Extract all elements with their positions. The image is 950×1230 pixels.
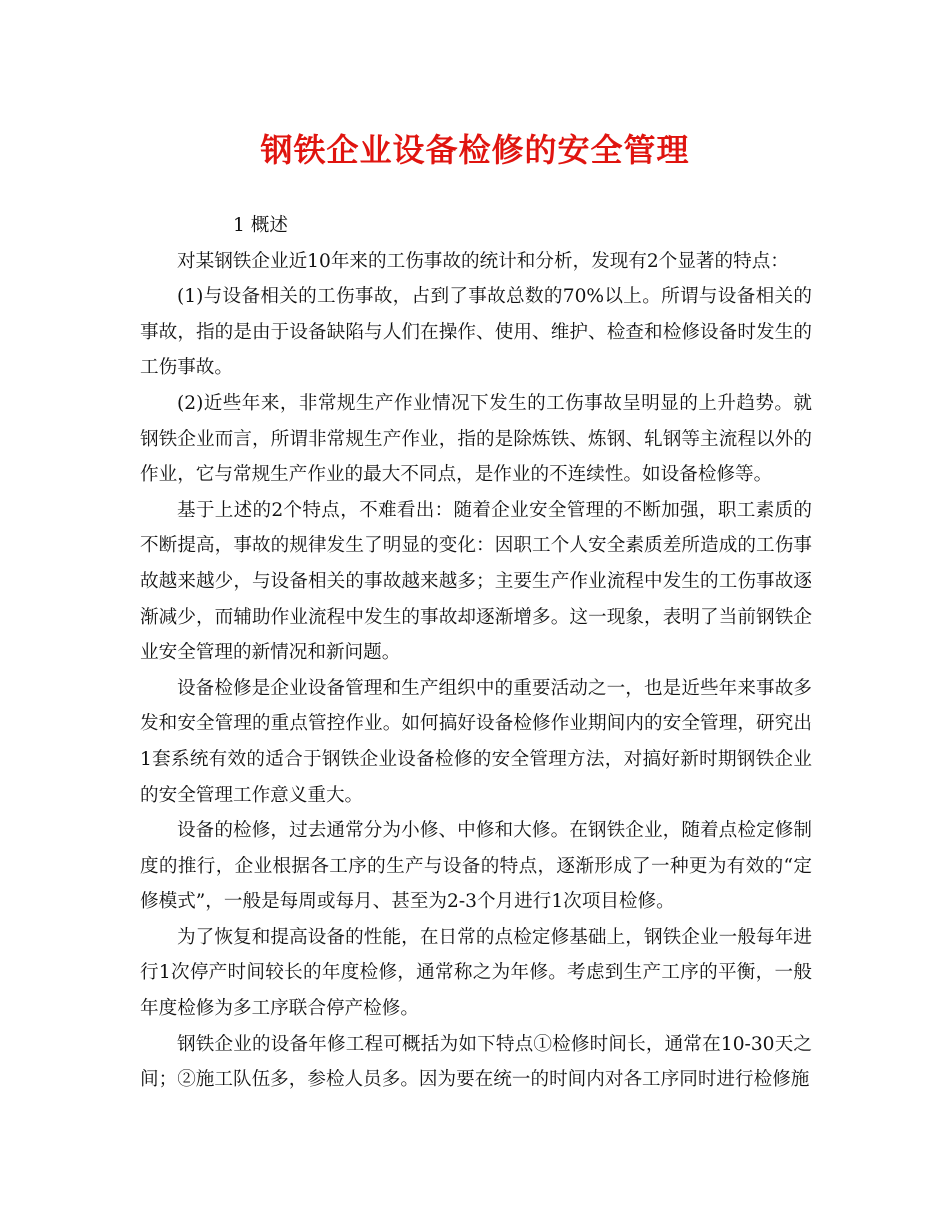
paragraph: (2)近些年来，非常规生产作业情况下发生的工伤事故呈明显的上升趋势。就钢铁企业而言，所谓非常规生产作业，指的是除炼铁、炼钢、轧钢等主流程以外的作业，它与常规生产作业的最大不同点，是作业的不连续性。如设备检修等。 [140,392,812,486]
paragraph: (1)与设备相关的工伤事故，占到了事故总数的70%以上。所谓与设备相关的事故，指的是由于设备缺陷与人们在操作、使用、维护、检查和检修设备时发生的工伤事故。 [140,286,812,379]
paragraph: 为了恢复和提高设备的性能，在日常的点检定修基础上，钢铁企业一般每年进行1次停产时间较长的年度检修，通常称之为年修。考虑到生产工序的平衡，一般年度检修为多工序联合停产检修。 [140,926,812,1020]
paragraph: 基于上述的2个特点，不难看出：随着企业安全管理的不断加强，职工素质的不断提高，事故的规律发生了明显的变化：因职工个人安全素质差所造成的工伤事故越来越少，与设备相关的事故越来越多；主要生产作业流程中发生的工伤事故逐渐减少，而辅助作业流程中发生的事故却逐渐增多。这一现象，表明了当前钢铁企业安全管理的新情况和新问题。 [140,499,812,664]
document-body [140,208,812,1098]
paragraph: 对某钢铁企业近10年来的工伤事故的统计和分析，发现有2个显著的特点： [177,250,789,272]
paragraph: 钢铁企业的设备年修工程可概括为如下特点①检修时间长，通常在10-30天之间；②施工队伍多，参检人员多。因为要在统一的时间内对各工序同时进行检修施 [140,1033,812,1091]
section-heading: 1 概述 [233,215,288,236]
paragraph: 设备检修是企业设备管理和生产组织中的重要活动之一，也是近些年来事故多发和安全管理的重点管控作业。如何搞好设备检修作业期间内的安全管理，研究出1套系统有效的适合于钢铁企业设备检修的安全管理方法，对搞好新时期钢铁企业的安全管理工作意义重大。 [140,677,812,806]
paragraph: 设备的检修，过去通常分为小修、中修和大修。在钢铁企业，随着点检定修制度的推行，企业根据各工序的生产与设备的特点，逐渐形成了一种更为有效的“定修模式”，一般是每周或每月、甚至为2-3个月进行1次项目检修。 [140,820,812,913]
document-title: 钢铁企业设备检修的安全管理 [260,131,690,169]
